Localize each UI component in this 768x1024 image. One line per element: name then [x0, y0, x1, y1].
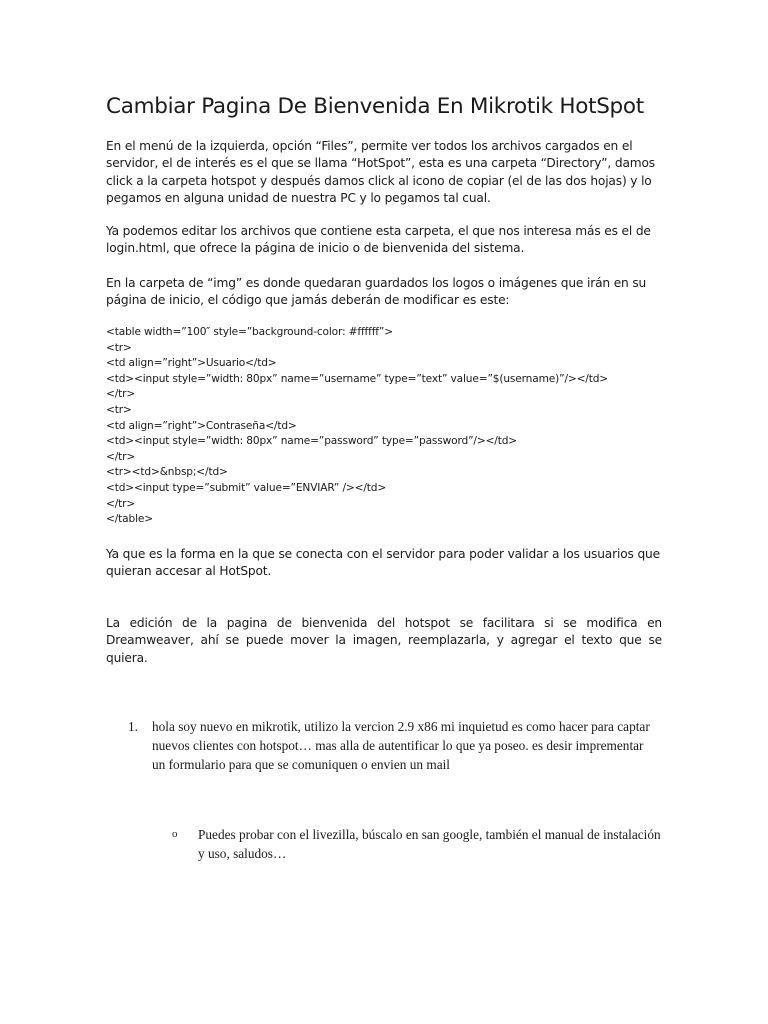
paragraph-server-validation: Ya que es la forma en la que se conecta con el servidor para poder validar a los usuarios que quieran accesar al HotSpot. — [106, 547, 660, 579]
reply-text: Puedes probar con el livezilla, búscalo en san google, también el manual de instalación y uso, saludos… — [198, 827, 661, 862]
paragraph-dreamweaver: La edición de la pagina de bienvenida del hotspot se facilitara si se modifica en Dreamweaver, ahí se puede mover la imagen, reemplazarla, y agregar el texto que se quiera. — [106, 616, 662, 665]
code-line: <table width=”100″ style=”background-color: #ffffff”> — [106, 326, 393, 338]
code-block — [106, 325, 666, 528]
reply-list — [172, 825, 662, 863]
comment-list — [128, 717, 648, 775]
code-line: <tr> — [106, 341, 132, 354]
code-line: <td align=”right”>Usuario</td> — [106, 357, 277, 370]
code-line: <tr> — [106, 403, 132, 416]
code-line: <td><input style=”width: 80px” name=”password” type=”password”/></td> — [106, 435, 518, 448]
comment-number: 1. — [128, 719, 138, 734]
page-title: Cambiar Pagina De Bienvenida En Mikrotik HotSpot — [106, 94, 644, 119]
paragraph-edit-login: Ya podemos editar los archivos que contiene esta carpeta, el que nos interesa más es el de login.html, que ofrece la página de inicio o de bienvenida del sistema. — [106, 224, 651, 256]
code-line: </tr> — [106, 497, 136, 510]
code-line: <td align=”right”>Contraseña</td> — [106, 419, 297, 432]
code-line: </table> — [106, 513, 153, 526]
code-line: </tr> — [106, 450, 136, 463]
code-line: </tr> — [106, 388, 136, 401]
bullet-icon: o — [172, 828, 178, 840]
code-line: <tr><td>&nbsp;</td> — [106, 466, 228, 479]
code-line: <td><input style=”width: 80px” name=”username” type=”text” value=”$(username)”/></td> — [106, 372, 609, 385]
comment-item — [128, 717, 648, 775]
reply-item — [172, 825, 662, 863]
code-line: <td><input type=”submit” value=”ENVIAR” /></td> — [106, 481, 387, 494]
comment-text: hola soy nuevo en mikrotik, utilizo la vercion 2.9 x86 mi inquietud es como hacer para captar nuevos clientes con hotspot… mas alla de autentificar lo que ya poseo. es desir imprementar un formulario para que se comuniquen o envien un mail — [152, 719, 650, 773]
paragraph-files-menu: En el menú de la izquierda, opción “Files”, permite ver todos los archivos cargados en el servidor, el de interés es el que se llama “HotSpot”, esta es una carpeta “Directory”, damos click a la carpeta hotspot y después damos click al icono de copiar (el de las dos hojas) y lo pegamos en alguna unidad de nuestra PC y lo pegamos tal cual. — [106, 139, 655, 206]
paragraph-img-folder: En la carpeta de “img” es donde quedaran guardados los logos o imágenes que irán en su página de inicio, el código que jamás deberán de modificar es este: — [106, 276, 647, 308]
